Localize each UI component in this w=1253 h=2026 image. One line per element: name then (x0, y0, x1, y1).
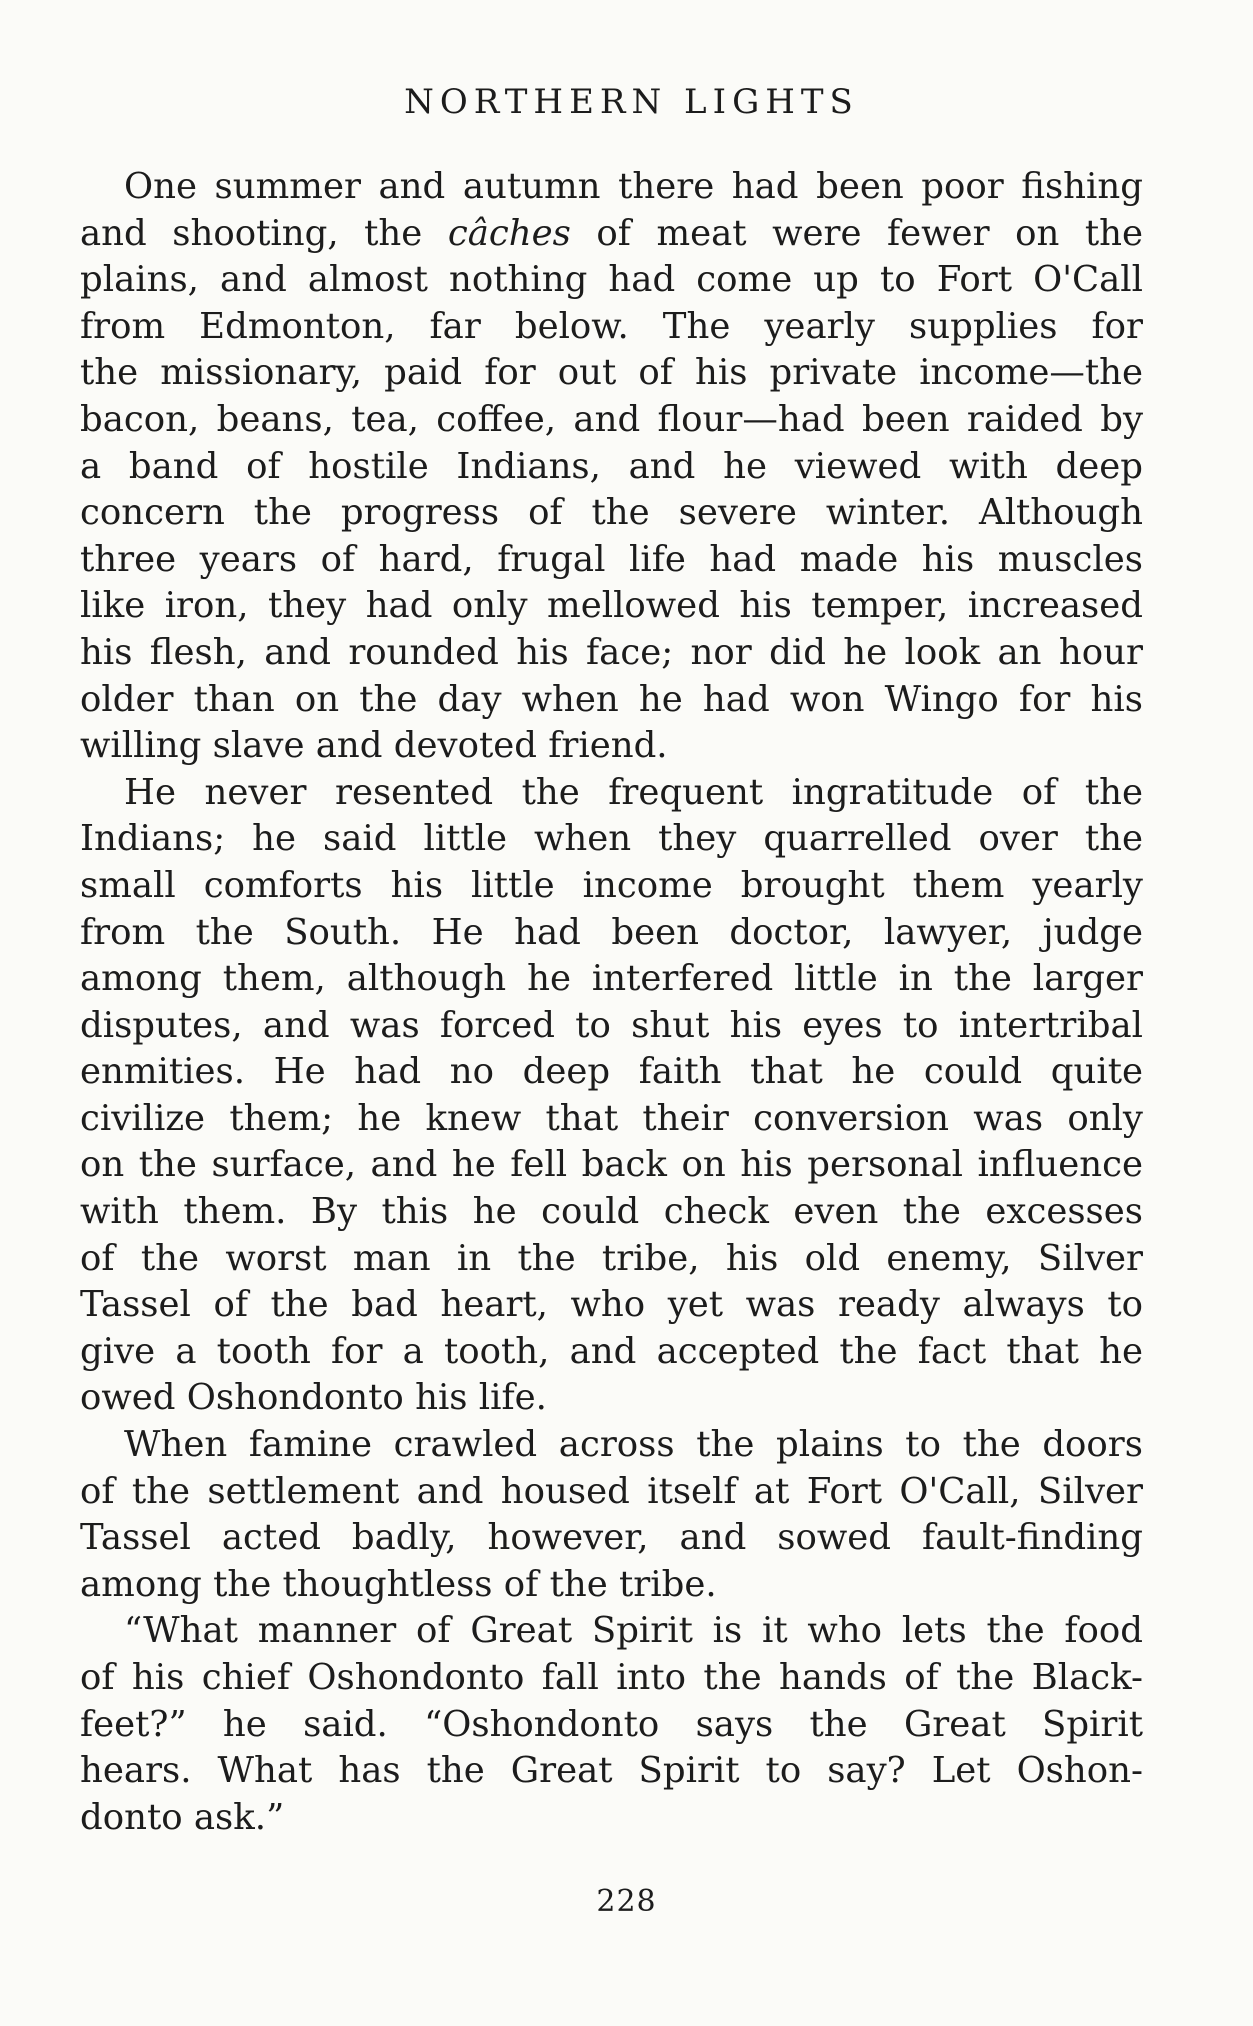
text-line: bacon, beans, tea, coffee, and flour—had been raided by (80, 398, 1143, 440)
text-line: small comforts his little income brought them yearly (80, 864, 1143, 906)
text-line: from the South. He had been doctor, lawyer, judge (80, 911, 1143, 953)
text-line: on the surface, and he fell back on his personal influence (80, 1144, 1143, 1186)
text-line: Tassel acted badly, however, and sowed fault-finding (80, 1517, 1143, 1559)
text-line: feet?” he said. “Oshondonto says the Great Spirit (80, 1703, 1143, 1745)
text-line: donto ask.” (80, 1796, 285, 1838)
text-line: plains, and almost nothing had come up to Fort O'Call (80, 259, 1143, 301)
text-line: like iron, they had only mellowed his temper, increased (80, 585, 1143, 627)
text-line: of the worst man in the tribe, his old enemy, Silver (80, 1237, 1143, 1279)
text-line: “What manner of Great Spirit is it who lets the food (124, 1610, 1143, 1652)
text-line: his flesh, and rounded his face; nor did he look an hour (80, 631, 1143, 673)
paragraph (80, 770, 1143, 1422)
text-line: disputes, and was forced to shut his eyes to intertribal (80, 1004, 1143, 1046)
paragraph (80, 164, 1143, 770)
text-line: civilize them; he knew that their conversion was only (80, 1097, 1143, 1139)
text-line: hears. What has the Great Spirit to say? Let Oshon- (80, 1750, 1143, 1792)
book-page (80, 80, 1143, 1841)
text-line: One summer and autumn there had been poor fishing (124, 166, 1143, 207)
text-line: with them. By this he could check even the excesses (80, 1191, 1143, 1233)
page-number: 228 (596, 1884, 657, 1919)
text-line: a band of hostile Indians, and he viewed with deep (80, 445, 1143, 487)
text-line: among the thoughtless of the tribe. (80, 1563, 717, 1605)
text-line: older than on the day when he had won Wingo for his (80, 678, 1143, 720)
text-line: three years of hard, frugal life had made his muscles (80, 538, 1143, 580)
text-line: among them, although he interfered little in the larger (80, 958, 1143, 1000)
paragraph (80, 1422, 1143, 1608)
text-line: from Edmonton, far below. The yearly supplies for (80, 305, 1143, 347)
running-head: NORTHERN LIGHTS (404, 82, 859, 122)
text-line: enmities. He had no deep faith that he could quite (80, 1051, 1143, 1093)
text-line: He never resented the frequent ingratitude of the (124, 771, 1143, 813)
text-line: concern the progress of the severe winter. Although (80, 492, 1143, 534)
text-line: owed Oshondonto his life. (80, 1377, 547, 1419)
paragraph (80, 1608, 1143, 1841)
body-text (80, 164, 1143, 1841)
text-line: Indians; he said little when they quarrelled over the (80, 818, 1143, 860)
text-line: of the settlement and housed itself at Fort O'Call, Silver (80, 1470, 1143, 1512)
text-line: and shooting, the câches of meat were fewer on the (80, 212, 1143, 254)
text-line: give a tooth for a tooth, and accepted the fact that he (80, 1330, 1143, 1372)
text-line: Tassel of the bad heart, who yet was ready always to (80, 1284, 1143, 1326)
text-line: of his chief Oshondonto fall into the hands of the Black- (80, 1657, 1143, 1698)
text-line: When famine crawled across the plains to the doors (124, 1424, 1143, 1466)
text-line: the missionary, paid for out of his private income—the (80, 352, 1143, 394)
text-line: willing slave and devoted friend. (80, 725, 668, 767)
